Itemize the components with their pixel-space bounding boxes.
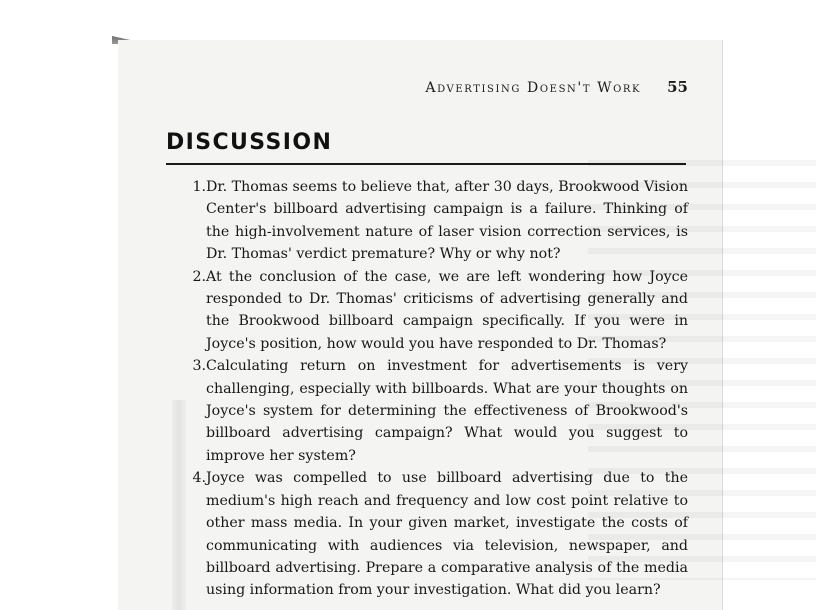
page-number: 55 [667, 78, 688, 96]
running-title: Advertising Doesn't Work [425, 80, 642, 96]
question-text: Joyce was compelled to use billboard advertising due to the medium's high reach and frequency and low cost point relative to other mass media. In your given market, investigate the costs of communicating with audiences via television, newspaper, and billboard advertising. Prepare a comparative analysis of the media using information from your investigation. What did you learn? [206, 470, 688, 599]
question-item [166, 266, 688, 356]
running-head [300, 78, 688, 96]
question-text: Calculating return on investment for advertisements is very challenging, especially with billboards. What are your thoughts on Joyce's system for determining the effectiveness of Brookwood's billboard advertising campaign? What would you suggest to improve her system? [206, 358, 688, 464]
question-item [166, 467, 688, 601]
question-number: 4. [192, 470, 206, 487]
question-number: 3. [192, 358, 206, 375]
question-text: At the conclusion of the case, we are left wondering how Joyce responded to Dr. Thomas' criticisms of advertising generally and the Brookwood billboard campaign specifically. If you were in Joyce's position, how would you have responded to Dr. Thomas? [206, 268, 688, 352]
section-divider [166, 163, 686, 165]
section-title: DISCUSSION [166, 130, 333, 155]
question-number: 1. [192, 179, 206, 195]
question-item [166, 176, 688, 266]
question-number: 2. [192, 268, 206, 285]
question-text: Dr. Thomas seems to believe that, after 30 days, Brookwood Vision Center's billboard advertising campaign is a failure. Thinking of the high-involvement nature of laser vision correction services, is Dr. Thomas' verdict premature? Why or why not? [206, 179, 688, 263]
question-item [166, 355, 688, 467]
discussion-questions [166, 176, 688, 602]
